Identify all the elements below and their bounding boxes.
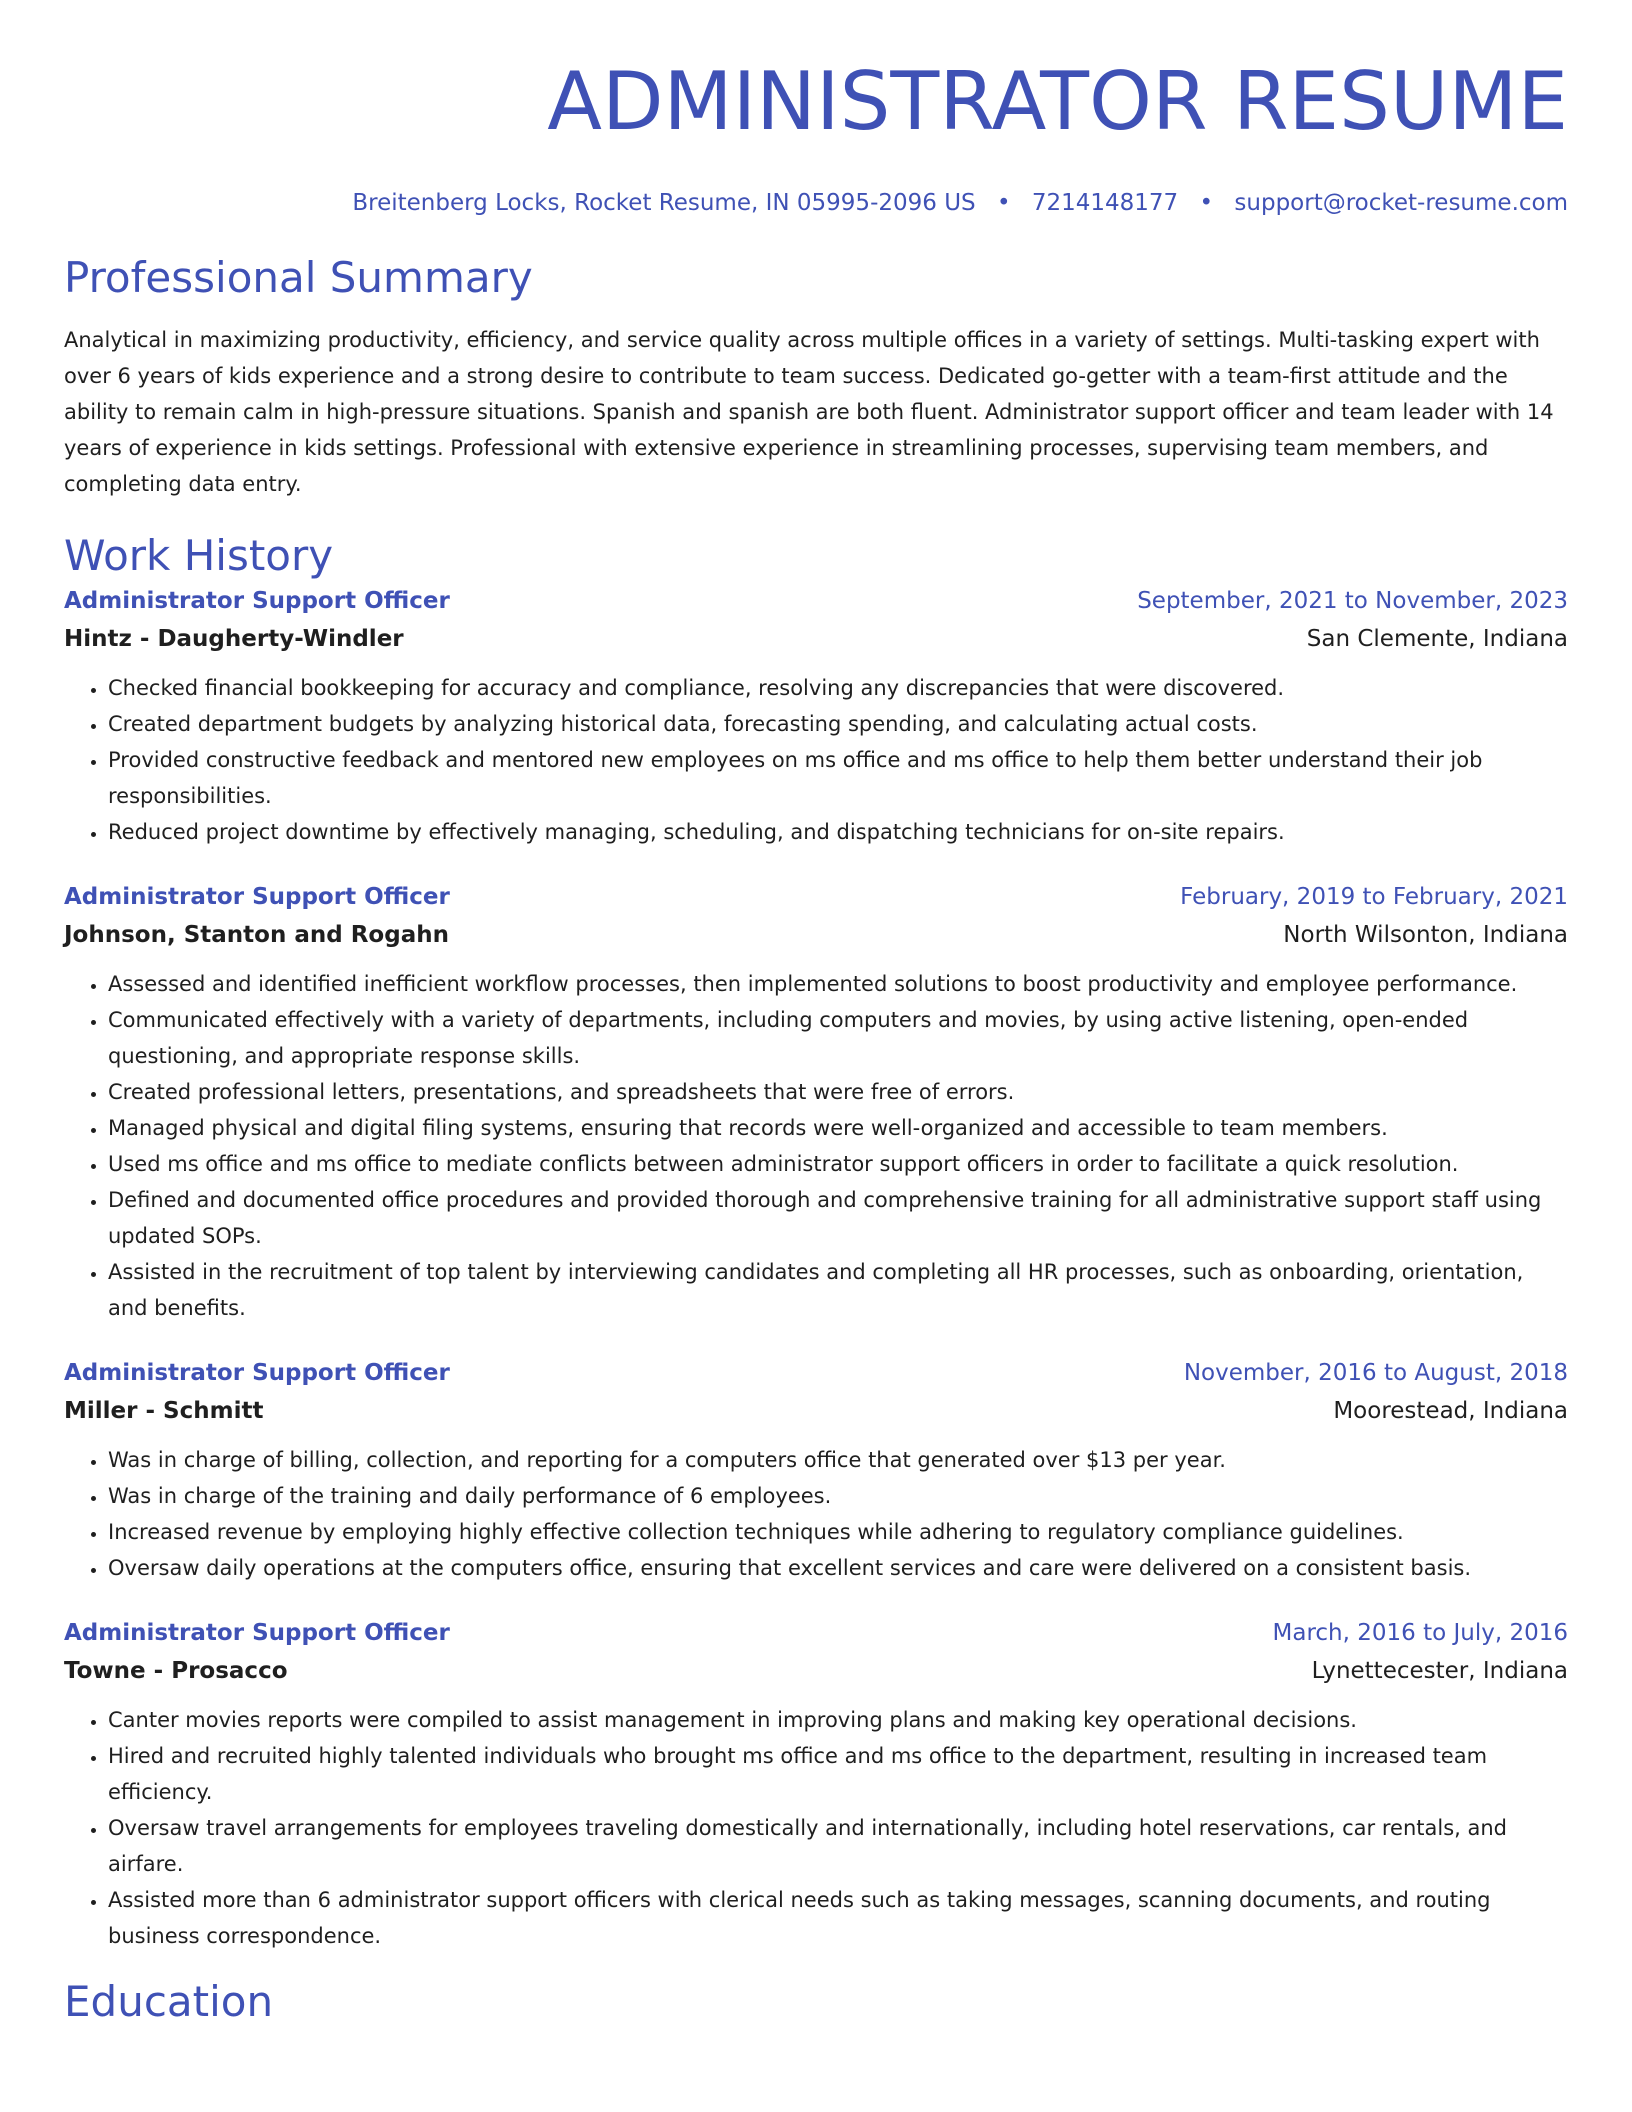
resume-header: [64, 0, 1568, 218]
job-entry: [64, 582, 1568, 850]
list-item: • Communicated effectively with a variety of departments, including computers and movies, by using active listening, open-ended questioning, and appropriate response skills.: [108, 1002, 1568, 1074]
job-title-row: [64, 582, 1568, 620]
list-item: • Managed physical and digital filing systems, ensuring that records were well-organized and accessible to team members.: [108, 1110, 1568, 1146]
job-title: Administrator Support Officer: [64, 1620, 450, 1646]
contact-separator: •: [1199, 190, 1214, 216]
section-title-summary: Professional Summary: [64, 253, 533, 302]
job-location: Moorestead, Indiana: [1333, 1398, 1568, 1424]
job-title: Administrator Support Officer: [64, 884, 450, 910]
job-company-row: [64, 1392, 1568, 1430]
job-company: Johnson, Stanton and Rogahn: [64, 922, 449, 948]
job-title-row: [64, 1354, 1568, 1392]
list-item: • Checked financial bookkeeping for accuracy and compliance, resolving any discrepancies that were discovered.: [108, 670, 1568, 706]
contact-address: Breitenberg Locks, Rocket Resume, IN 05995-2096 US: [352, 190, 976, 216]
job-title: Administrator Support Officer: [64, 588, 450, 614]
list-item: • Canter movies reports were compiled to assist management in improving plans and making key operational decisions.: [108, 1702, 1568, 1738]
list-item: • Was in charge of the training and daily performance of 6 employees.: [108, 1478, 1568, 1514]
job-company: Hintz - Daugherty-Windler: [64, 626, 404, 652]
list-item: • Was in charge of billing, collection, and reporting for a computers office that generated over $13 per year.: [108, 1442, 1568, 1478]
contact-separator: •: [996, 190, 1011, 216]
job-entry: [64, 1354, 1568, 1586]
list-item: • Assessed and identified inefficient workflow processes, then implemented solutions to boost productivity and employee performance.: [108, 966, 1568, 1002]
job-location: North Wilsonton, Indiana: [1283, 922, 1568, 948]
contact-line: [64, 188, 1568, 218]
list-item: • Created professional letters, presentations, and spreadsheets that were free of errors.: [108, 1074, 1568, 1110]
list-item: • Oversaw travel arrangements for employees traveling domestically and internationally, including hotel reservations, car rentals, and airfare.: [108, 1810, 1568, 1882]
job-title: Administrator Support Officer: [64, 1360, 450, 1386]
list-item: • Defined and documented office procedures and provided thorough and comprehensive training for all administrative support staff using updated SOPs.: [108, 1182, 1568, 1254]
resume-title: ADMINISTRATOR RESUME: [547, 55, 1568, 148]
list-item: • Used ms office and ms office to mediate conflicts between administrator support officers in order to facilitate a quick resolution.: [108, 1146, 1568, 1182]
job-title-row: [64, 878, 1568, 916]
job-company-row: [64, 1652, 1568, 1690]
job-dates: March, 2016 to July, 2016: [1272, 1620, 1568, 1646]
summary-text: Analytical in maximizing productivity, efficiency, and service quality across multiple offices in a variety of settings. Multi-tasking expert with over 6 years of kids experience and a strong desire to contribute to team success. Dedicated go-getter with a team-first attitude and the ability to remain calm in high-pressure situations. Spanish and spanish are both fluent. Administrator support officer and team leader with 14 years of experience in kids settings. Professional with extensive experience in streamlining processes, supervising team members, and completing data entry.: [64, 328, 1554, 496]
list-item: • Increased revenue by employing highly effective collection techniques while adhering to regulatory compliance guidelines.: [108, 1514, 1568, 1550]
list-item: • Created department budgets by analyzing historical data, forecasting spending, and calculating actual costs.: [108, 706, 1568, 742]
list-item: • Hired and recruited highly talented individuals who brought ms office and ms office to the department, resulting in increased team efficiency.: [108, 1738, 1568, 1810]
job-location: Lynettecester, Indiana: [1311, 1658, 1568, 1684]
section-title-work-history: Work History: [64, 531, 334, 580]
job-dates: September, 2021 to November, 2023: [1137, 588, 1568, 614]
job-bullets: [64, 966, 1568, 1326]
contact-email: support@rocket-resume.com: [1234, 190, 1568, 216]
job-dates: February, 2019 to February, 2021: [1180, 884, 1568, 910]
job-company: Towne - Prosacco: [64, 1658, 288, 1684]
job-bullets: [64, 1702, 1568, 1954]
list-item: • Oversaw daily operations at the computers office, ensuring that excellent services and care were delivered on a consistent basis.: [108, 1550, 1568, 1586]
list-item: • Assisted more than 6 administrator support officers with clerical needs such as taking messages, scanning documents, and routing business correspondence.: [108, 1882, 1568, 1954]
job-company: Miller - Schmitt: [64, 1398, 264, 1424]
job-bullets: [64, 670, 1568, 850]
job-entry: [64, 1614, 1568, 1954]
list-item: • Reduced project downtime by effectively managing, scheduling, and dispatching technicians for on-site repairs.: [108, 814, 1568, 850]
list-item: • Provided constructive feedback and mentored new employees on ms office and ms office to help them better understand their job responsibilities.: [108, 742, 1568, 814]
job-company-row: [64, 916, 1568, 954]
job-title-row: [64, 1614, 1568, 1652]
job-bullets: [64, 1442, 1568, 1586]
job-entry: [64, 878, 1568, 1326]
job-dates: November, 2016 to August, 2018: [1183, 1360, 1568, 1386]
job-location: San Clemente, Indiana: [1306, 626, 1568, 652]
list-item: • Assisted in the recruitment of top talent by interviewing candidates and completing all HR processes, such as onboarding, orientation, and benefits.: [108, 1254, 1568, 1326]
job-company-row: [64, 620, 1568, 658]
work-history-list: [64, 582, 1568, 1954]
contact-phone: 7214148177: [1031, 190, 1179, 216]
section-title-education: Education: [64, 1977, 274, 2026]
